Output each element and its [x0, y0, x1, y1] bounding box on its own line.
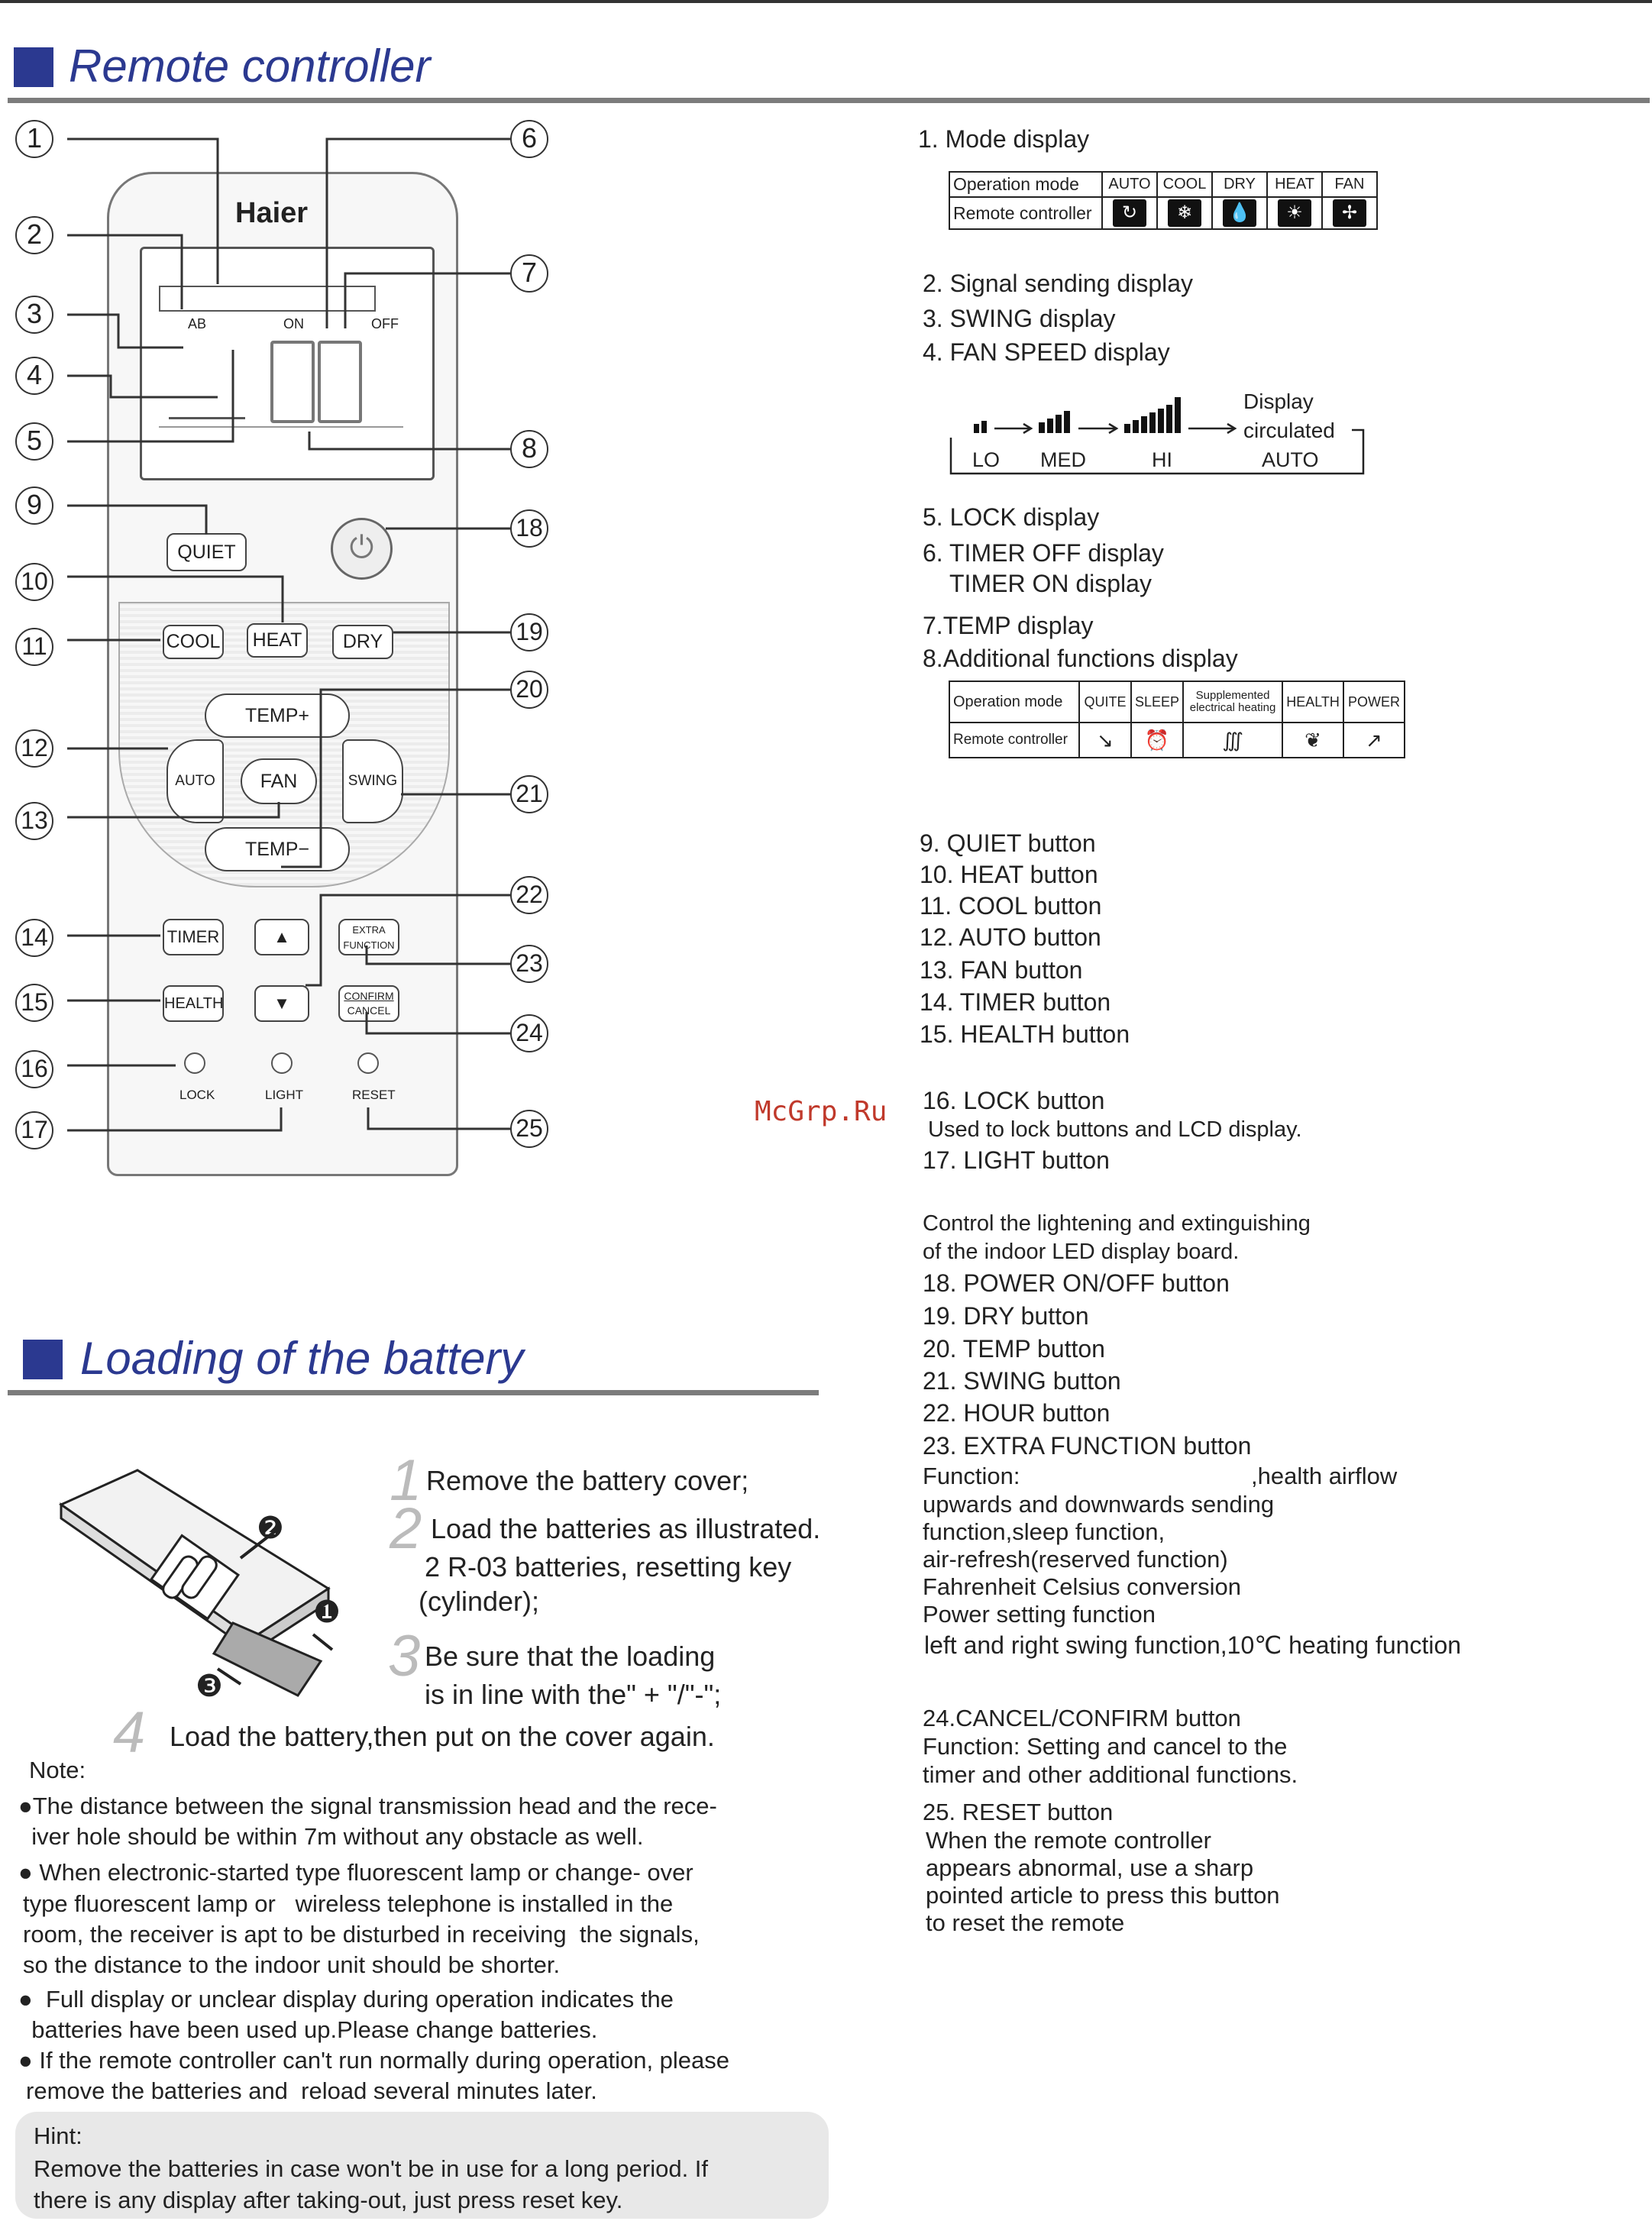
button-item-10: 10. HEAT button — [920, 861, 1098, 888]
add-heating: Supplemented electrical heating — [1183, 681, 1282, 723]
extra-function-tail: ,health airflow — [1251, 1463, 1398, 1489]
callout-19: 19 — [510, 613, 548, 651]
hint-box — [15, 2112, 829, 2219]
button-item-21: 21. SWING button — [923, 1367, 1121, 1395]
cancel-confirm-title: 24.CANCEL/CONFIRM button — [923, 1705, 1241, 1731]
confirm-label: CONFIRM — [344, 990, 394, 1002]
note-line-3: ● When electronic-started type fluorescent lamp or change- over — [18, 1859, 693, 1886]
fan-med-bar-4 — [1064, 411, 1070, 433]
fan-lo-bar-1 — [974, 424, 979, 433]
button-item-11: 11. COOL button — [920, 892, 1102, 920]
callout-23: 23 — [510, 945, 548, 983]
extra-function-label: Function: — [923, 1463, 1020, 1489]
step-2-text-c: (cylinder); — [419, 1586, 540, 1617]
add-quite: QUITE — [1079, 681, 1131, 723]
health-icon: ❦ — [1282, 723, 1343, 758]
dry-button[interactable]: DRY — [332, 625, 393, 659]
leader-22 — [306, 895, 510, 985]
fan-hi-bar-4 — [1149, 412, 1156, 433]
leader-20 — [281, 690, 510, 867]
fan-button[interactable]: FAN — [241, 758, 317, 804]
reset-line-2: appears abnormal, use a sharp — [926, 1854, 1254, 1881]
extra-function-line-2: function,sleep function, — [923, 1518, 1165, 1545]
callout-11: 11 — [15, 628, 53, 666]
power-button[interactable]: ⏻ — [331, 518, 393, 580]
temp-down-button[interactable]: TEMP− — [205, 827, 350, 871]
leader-25 — [368, 1107, 510, 1129]
remote-section-title: Remote controller — [69, 40, 431, 92]
cool-icon: ❄ — [1168, 199, 1201, 227]
button-item-13: 13. FAN button — [920, 956, 1083, 984]
light-desc-2: of the indoor LED display board. — [923, 1240, 1240, 1264]
hint-line-1: Remove the batteries in case won't be in use for a long period. If — [34, 2155, 709, 2182]
display-item-2: 2. Signal sending display — [923, 270, 1194, 297]
note-line-7: ● Full display or unclear display during operation indicates the — [18, 1986, 674, 2012]
fan-med-bar-2 — [1047, 419, 1053, 433]
fan-lo-bar-2 — [981, 421, 987, 433]
button-item-12: 12. AUTO button — [920, 923, 1101, 951]
reset-line-4: to reset the remote — [926, 1909, 1125, 1936]
callout-18: 18 — [510, 509, 548, 548]
fan-med-bar-1 — [1039, 422, 1045, 433]
hint-line-2: there is any display after taking-out, just press reset key. — [34, 2187, 623, 2213]
mode-auto: AUTO — [1102, 172, 1157, 197]
callout-17: 17 — [15, 1111, 53, 1149]
fan-speed-diagram — [947, 386, 1375, 481]
light-title: 17. LIGHT button — [923, 1146, 1110, 1174]
note-label: Note: — [29, 1757, 86, 1783]
fan-level-med: MED — [1040, 448, 1086, 471]
callout-1: 1 — [15, 120, 53, 158]
dry-icon: 💧 — [1223, 199, 1256, 227]
leader-23 — [367, 946, 510, 964]
step-1-text: Remove the battery cover; — [426, 1465, 749, 1496]
leader-1 — [67, 139, 218, 284]
mode-row1-label: Operation mode — [949, 172, 1102, 197]
fan-icon: ✢ — [1333, 199, 1366, 227]
arrow-remove-cover — [313, 1634, 332, 1650]
step-3-number: 3 — [388, 1624, 421, 1689]
lock-desc: Used to lock buttons and LCD display. — [928, 1117, 1302, 1142]
heating-icon: ∭ — [1183, 723, 1282, 758]
callout-9: 9 — [15, 487, 53, 525]
button-item-9: 9. QUIET button — [920, 829, 1096, 857]
lock-title: 16. LOCK button — [923, 1087, 1105, 1114]
leader-13 — [67, 802, 279, 817]
callout-13: 13 — [15, 802, 53, 840]
fan-level-lo: LO — [972, 448, 1001, 471]
fan-med-bar-3 — [1056, 415, 1062, 433]
leader-7 — [345, 273, 510, 328]
lock-label: LOCK — [179, 1088, 215, 1102]
step-1-number: 1 — [390, 1448, 422, 1513]
add-health: HEALTH — [1282, 681, 1343, 723]
auto-button[interactable]: AUTO — [166, 739, 224, 823]
reset-label: RESET — [352, 1088, 396, 1102]
leader-10 — [67, 577, 283, 622]
fan-hi-bar-3 — [1141, 416, 1147, 433]
fan-hi-bar-5 — [1158, 409, 1164, 433]
battery-section-marker — [23, 1340, 63, 1379]
button-item-18: 18. POWER ON/OFF button — [923, 1269, 1230, 1297]
step-3-text-b: is in line with the" + "/"-"; — [425, 1679, 722, 1710]
leader-9 — [67, 506, 206, 535]
add-row1-label: Operation mode — [949, 681, 1079, 723]
leader-8 — [309, 432, 510, 449]
mode-heat: HEAT — [1267, 172, 1322, 197]
callout-5: 5 — [15, 422, 53, 461]
battery-marker-1: ❶ — [313, 1595, 341, 1629]
swing-button[interactable]: SWING — [342, 739, 403, 823]
add-power: POWER — [1343, 681, 1405, 723]
lcd-off: OFF — [371, 316, 399, 331]
step-4-number: 4 — [113, 1700, 146, 1765]
reset-line-1: When the remote controller — [926, 1827, 1211, 1854]
lcd-ab: AB — [188, 316, 207, 331]
fan-hi-bar-7 — [1175, 397, 1181, 433]
callout-10: 10 — [15, 563, 53, 601]
callout-15: 15 — [15, 984, 53, 1022]
callout-12: 12 — [15, 729, 53, 768]
leader-17 — [67, 1107, 281, 1130]
additional-functions-table — [949, 681, 1405, 758]
button-item-23: 23. EXTRA FUNCTION button — [923, 1432, 1252, 1460]
display-item-6b: TIMER ON display — [949, 570, 1152, 597]
note-line-9: ● If the remote controller can't run normally during operation, please — [18, 2047, 730, 2074]
quiet-button[interactable]: QUIET — [166, 533, 247, 571]
note-line-8: batteries have been used up.Please change batteries. — [18, 2016, 598, 2043]
button-item-22: 22. HOUR button — [923, 1399, 1110, 1427]
display-item-7: 7.TEMP display — [923, 612, 1094, 639]
heat-icon: ☀ — [1278, 199, 1311, 227]
reset-line-3: pointed article to press this button — [926, 1882, 1280, 1909]
mode-row2-label: Remote controller — [949, 197, 1102, 229]
extra-function-line-6: left and right swing function,10℃ heating function — [924, 1631, 1462, 1659]
extra-function-line-5: Power setting function — [923, 1601, 1156, 1628]
note-line-10: remove the batteries and reload several minutes later. — [26, 2077, 597, 2104]
display-item-5: 5. LOCK display — [923, 503, 1100, 531]
callout-7: 7 — [510, 254, 548, 293]
remote-brand: Haier — [235, 197, 309, 229]
display-item-4: 4. FAN SPEED display — [923, 338, 1170, 366]
button-item-15: 15. HEALTH button — [920, 1020, 1130, 1048]
callout-22: 22 — [510, 876, 548, 914]
step-2-number: 2 — [390, 1496, 422, 1561]
fan-note-line2: circulated — [1243, 419, 1335, 442]
mode-cool: COOL — [1157, 172, 1212, 197]
note-line-5: room, the receiver is apt to be disturbed in receiving the signals, — [23, 1921, 700, 1948]
leader-5 — [67, 350, 233, 441]
battery-marker-3: ❸ — [196, 1670, 223, 1703]
cancel-confirm-line-1: Function: Setting and cancel to the — [923, 1733, 1288, 1760]
extra-function-button[interactable]: EXTRA FUNCTION — [338, 919, 399, 955]
heat-button[interactable]: HEAT — [247, 623, 308, 658]
callout-2: 2 — [15, 216, 53, 254]
battery-section-rule — [8, 1390, 819, 1395]
reset-title: 25. RESET button — [923, 1799, 1114, 1825]
battery-section-title: Loading of the battery — [80, 1333, 524, 1384]
mode-display-heading: 1. Mode display — [918, 125, 1090, 153]
hour-down-button[interactable]: ▼ — [254, 985, 309, 1022]
display-item-3: 3. SWING display — [923, 305, 1116, 332]
callout-4: 4 — [15, 357, 53, 395]
leader-4 — [67, 376, 218, 397]
note-line-2: iver hole should be within 7m without any obstacle as well. — [18, 1823, 644, 1850]
step-3-text-a: Be sure that the loading — [425, 1641, 716, 1672]
step-2-text-b: 2 R-03 batteries, resetting key — [425, 1551, 792, 1583]
hint-label: Hint: — [34, 2122, 82, 2149]
watermark: McGrp.Ru — [755, 1096, 887, 1127]
callout-16: 16 — [15, 1050, 53, 1088]
callout-8: 8 — [510, 430, 548, 468]
fan-note-line1: Display — [1243, 390, 1314, 413]
note-line-4: type fluorescent lamp or wireless telephone is installed in the — [23, 1890, 674, 1917]
battery-marker-2: ❷ — [257, 1511, 284, 1545]
lcd-on: ON — [283, 316, 304, 331]
quiet-icon: ↘ — [1079, 723, 1131, 758]
note-line-1: ●The distance between the signal transmission head and the rece- — [18, 1793, 717, 1819]
button-item-14: 14. TIMER button — [920, 988, 1111, 1016]
power-icon: ↗ — [1343, 723, 1405, 758]
button-item-20: 20. TEMP button — [923, 1335, 1105, 1363]
temp-up-button[interactable]: TEMP+ — [205, 693, 350, 738]
health-button[interactable]: HEALTH — [163, 985, 224, 1022]
mode-fan: FAN — [1322, 172, 1377, 197]
hour-up-button[interactable]: ▲ — [254, 919, 309, 955]
callout-6: 6 — [510, 120, 548, 158]
fan-hi-bar-6 — [1166, 405, 1172, 433]
fan-hi-bar-1 — [1124, 424, 1130, 433]
extra-function-line-1: upwards and downwards sending — [923, 1491, 1275, 1518]
callout-14: 14 — [15, 919, 53, 957]
callout-20: 20 — [510, 671, 548, 709]
leader-3 — [67, 315, 183, 348]
fan-level-auto: AUTO — [1262, 448, 1319, 471]
light-desc-1: Control the lightening and extinguishing — [923, 1211, 1311, 1236]
callout-25: 25 — [510, 1110, 548, 1148]
mode-table — [949, 171, 1378, 230]
callout-24: 24 — [510, 1014, 548, 1052]
note-line-6: so the distance to the indoor unit should be shorter. — [23, 1951, 561, 1978]
add-row2-label: Remote controller — [949, 723, 1079, 758]
display-item-8: 8.Additional functions display — [923, 645, 1238, 672]
leader-2 — [67, 235, 182, 309]
extra-function-line-4: Fahrenheit Celsius conversion — [923, 1573, 1241, 1600]
mode-dry: DRY — [1212, 172, 1267, 197]
fan-level-hi: HI — [1152, 448, 1172, 471]
step-4-text: Load the battery,then put on the cover again. — [170, 1721, 715, 1752]
auto-icon: ↻ — [1113, 199, 1146, 227]
callout-3: 3 — [15, 296, 53, 334]
fan-hi-bar-2 — [1133, 420, 1139, 433]
callout-21: 21 — [510, 775, 548, 813]
cool-button[interactable]: COOL — [163, 625, 224, 659]
timer-button[interactable]: TIMER — [163, 919, 224, 955]
display-item-6: 6. TIMER OFF display — [923, 539, 1164, 567]
add-sleep: SLEEP — [1131, 681, 1183, 723]
leader-24 — [367, 1012, 510, 1033]
button-item-19: 19. DRY button — [923, 1302, 1089, 1330]
light-label: LIGHT — [265, 1088, 304, 1102]
step-2-text-a: Load the batteries as illustrated. — [431, 1513, 821, 1544]
cancel-label: CANCEL — [347, 1004, 391, 1017]
leader-lines — [0, 0, 840, 1191]
sleep-icon: ⏰ — [1131, 723, 1183, 758]
cancel-confirm-line-2: timer and other additional functions. — [923, 1761, 1298, 1788]
leader-6 — [327, 139, 510, 328]
extra-function-line-3: air-refresh(reserved function) — [923, 1546, 1228, 1573]
